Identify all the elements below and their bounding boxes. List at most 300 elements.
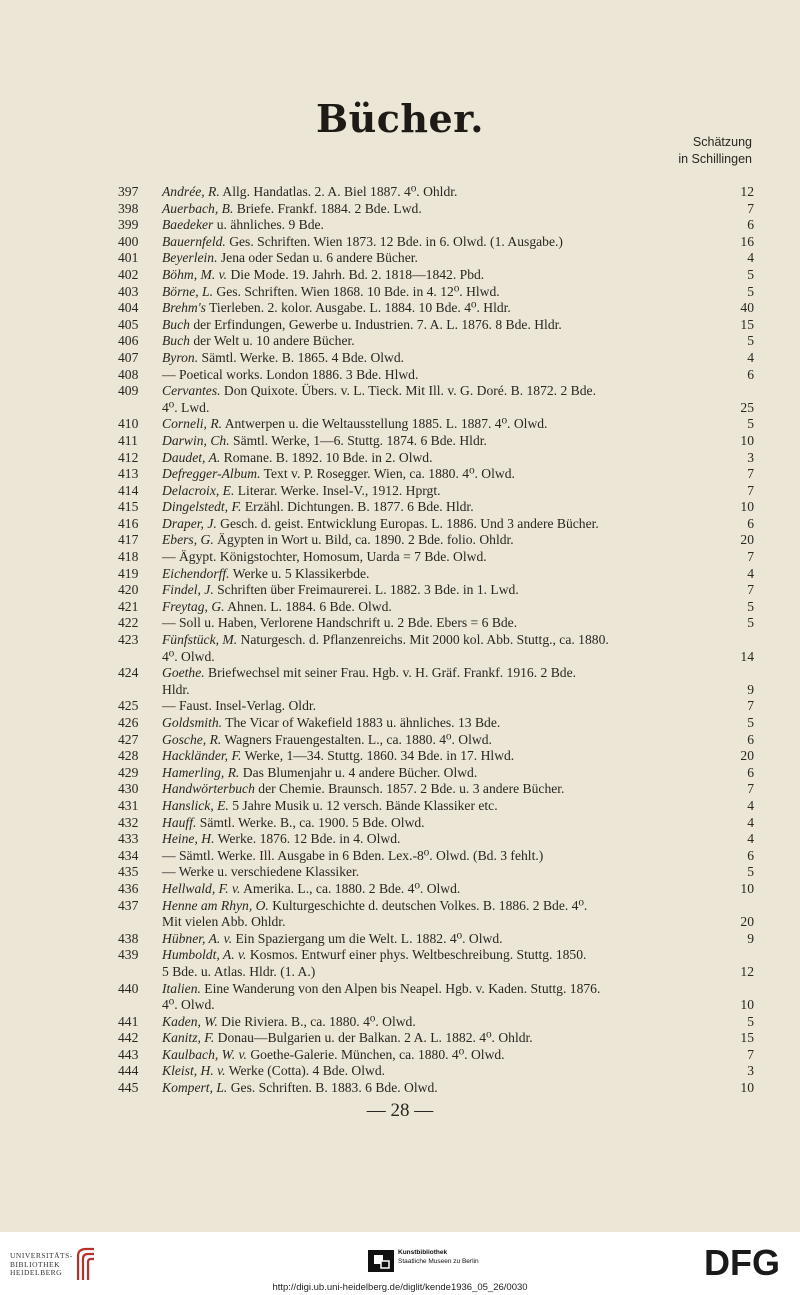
catalog-entry	[118, 615, 754, 632]
entry-value: 20	[740, 748, 754, 764]
entry-line	[118, 483, 754, 500]
entry-text	[162, 1014, 754, 1031]
entry-description: Sämtl. Werke, 1—6. Stuttg. 1874. 6 Bde. Hldr.	[229, 432, 487, 448]
entry-text	[162, 1047, 754, 1064]
catalog-entry	[118, 632, 754, 665]
entry-value: 6	[747, 731, 754, 747]
entry-text	[162, 815, 754, 832]
entry-number: 409	[118, 383, 139, 399]
entry-line	[118, 383, 754, 400]
catalog-entry	[118, 317, 754, 334]
entry-number: 404	[118, 300, 139, 316]
entry-value: 4	[747, 349, 754, 365]
catalog-entry	[118, 765, 754, 782]
entry-author: Buch	[162, 333, 190, 349]
entry-line	[118, 864, 754, 881]
entry-text	[162, 748, 754, 765]
entry-number: 433	[118, 831, 139, 847]
entry-number: 397	[118, 184, 139, 199]
entry-text	[162, 284, 754, 301]
entry-number: 431	[118, 797, 139, 813]
entry-text	[162, 732, 754, 749]
entry-continuation: Mit vielen Abb. Ohldr.	[162, 914, 286, 930]
entry-continuation: 4⁰. Olwd.	[162, 648, 215, 664]
column-header	[678, 134, 752, 168]
entry-number: 410	[118, 416, 139, 432]
entry-text	[162, 300, 754, 317]
catalog-entry	[118, 284, 754, 301]
kb-line-2: Staatliche Museen zu Berlin	[398, 1258, 479, 1265]
entry-value: 7	[747, 200, 754, 216]
entry-value: 10	[740, 1080, 754, 1096]
entry-description: Die Riviera. B., ca. 1880. 4⁰. Olwd.	[217, 1013, 416, 1029]
page-title: Bücher.	[316, 96, 484, 141]
entry-line	[118, 582, 754, 599]
entry-author: Gosche, R.	[162, 731, 222, 747]
entry-number: 401	[118, 250, 139, 266]
entry-continuation: 4⁰. Lwd.	[162, 399, 210, 415]
entry-author: Cervantes.	[162, 383, 221, 399]
entry-number: 419	[118, 565, 139, 581]
entry-description: Sämtl. Werke. B. 1865. 4 Bde. Olwd.	[198, 349, 405, 365]
entry-description: Wagners Frauengestalten. L., ca. 1880. 4⁰. Olwd.	[221, 731, 492, 747]
entry-value: 5	[747, 333, 754, 349]
entry-value: 3	[747, 449, 754, 465]
entry-line	[118, 1063, 754, 1080]
entry-number: 417	[118, 532, 139, 548]
entry-continuation: 4⁰. Olwd.	[162, 997, 215, 1013]
entry-number: 443	[118, 1046, 139, 1062]
entry-value: 7	[747, 698, 754, 714]
entry-author: Delacroix, E.	[162, 482, 235, 498]
entry-line	[118, 765, 754, 782]
entry-description: — Soll u. Haben, Verlorene Handschrift u. 2 Bde. Ebers = 6 Bde.	[162, 615, 518, 631]
entry-line	[118, 201, 754, 218]
entry-text	[162, 781, 754, 798]
entry-description: Tierleben. 2. kolor. Ausgabe. L. 1884. 10 Bde. 4⁰. Hldr.	[205, 300, 511, 316]
entry-author: Ebers, G.	[162, 532, 214, 548]
catalog-entry	[118, 582, 754, 599]
entry-author: Heine, H.	[162, 831, 215, 847]
entry-number: 444	[118, 1063, 139, 1079]
entry-line	[118, 367, 754, 384]
catalog-entry	[118, 499, 754, 516]
entry-description: Don Quixote. Übers. v. L. Tieck. Mit Ill. v. G. Doré. B. 1872. 2 Bde.	[220, 383, 596, 399]
entry-line	[118, 549, 754, 566]
entry-text	[162, 566, 754, 583]
entry-number: 416	[118, 515, 139, 531]
entry-line	[118, 184, 754, 201]
entry-line	[118, 217, 754, 234]
entry-description: Literar. Werke. Insel-V., 1912. Hprgt.	[234, 482, 441, 498]
entry-text	[162, 234, 754, 251]
entry-author: Draper, J.	[162, 515, 217, 531]
entry-author: Buch	[162, 316, 190, 332]
catalog-entry	[118, 367, 754, 384]
entry-description: — Werke u. verschiedene Klassiker.	[162, 864, 360, 880]
footer-bar	[0, 1232, 800, 1295]
entry-line	[118, 698, 754, 715]
entry-text	[162, 698, 754, 715]
entry-description: Ges. Schriften. Wien 1873. 12 Bde. in 6. Olwd. (1. Ausgabe.)	[225, 233, 563, 249]
entry-line	[118, 798, 754, 815]
entry-number: 420	[118, 582, 139, 598]
entry-line	[118, 981, 754, 998]
entry-description: Ahnen. L. 1884. 6 Bde. Olwd.	[224, 598, 392, 614]
entry-author: Auerbach, B.	[162, 200, 234, 216]
entry-line	[118, 831, 754, 848]
entry-value: 5	[747, 715, 754, 730]
entry-text	[162, 615, 754, 632]
entry-number: 414	[118, 482, 139, 498]
entry-text	[162, 1080, 754, 1097]
entry-text	[162, 499, 754, 516]
catalog-entry	[118, 217, 754, 234]
entry-text	[162, 483, 754, 500]
entry-description: der Welt u. 10 andere Bücher.	[189, 333, 355, 349]
catalog-entry	[118, 947, 754, 980]
entry-text	[162, 333, 754, 350]
entry-text	[162, 317, 754, 334]
entry-text	[162, 947, 754, 964]
entry-description: The Vicar of Wakefield 1883 u. ähnliches. 13 Bde.	[222, 715, 501, 730]
entry-author: Kanitz, F.	[162, 1030, 215, 1046]
entry-line	[118, 516, 754, 533]
entry-number: 415	[118, 499, 139, 515]
entry-number: 436	[118, 880, 139, 896]
entry-author: Andrée, R.	[162, 184, 220, 199]
catalog-entry	[118, 350, 754, 367]
entry-line	[118, 532, 754, 549]
page-number: — 28 —	[366, 1100, 434, 1121]
entry-description: Naturgesch. d. Pflanzenreichs. Mit 2000 kol. Abb. Stuttg., ca. 1880.	[237, 632, 609, 648]
entry-number: 438	[118, 930, 139, 946]
entry-author: Kaulbach, W. v.	[162, 1046, 247, 1062]
entry-description: 5 Jahre Musik u. 12 versch. Bände Klassiker etc.	[228, 797, 498, 813]
entry-value: 14	[740, 648, 754, 664]
entry-author: Brehm's	[162, 300, 206, 316]
entry-line	[118, 450, 754, 467]
catalog-entry	[118, 532, 754, 549]
entry-number: 407	[118, 349, 139, 365]
entry-value: 7	[747, 1046, 754, 1062]
entry-value: 9	[747, 681, 754, 697]
entry-line	[118, 433, 754, 450]
catalog-entry	[118, 864, 754, 881]
entry-value: 4	[747, 831, 754, 847]
catalog-entry	[118, 201, 754, 218]
entry-author: Darwin, Ch.	[162, 432, 230, 448]
entry-description: Werke, 1—34. Stuttg. 1860. 34 Bde. in 17. Hlwd.	[241, 748, 515, 764]
entry-text	[162, 350, 754, 367]
entry-number: 399	[118, 217, 139, 233]
entry-number: 426	[118, 715, 139, 730]
entry-text	[162, 433, 754, 450]
entry-number: 424	[118, 665, 139, 681]
catalog-entry	[118, 566, 754, 583]
catalog-entry	[118, 698, 754, 715]
entry-description: Gesch. d. geist. Entwicklung Europas. L. 1886. Und 3 andere Bücher.	[216, 515, 599, 531]
entry-value: 4	[747, 250, 754, 266]
entry-line-continued	[118, 400, 754, 417]
entry-description: Romane. B. 1892. 10 Bde. in 2. Olwd.	[220, 449, 433, 465]
entry-number: 435	[118, 864, 139, 880]
entry-description: Werke (Cotta). 4 Bde. Olwd.	[225, 1063, 386, 1079]
entry-text	[162, 532, 754, 549]
entry-number: 428	[118, 748, 139, 764]
entry-description: Donau—Bulgarien u. der Balkan. 2 A. L. 1882. 4⁰. Ohldr.	[214, 1030, 533, 1046]
entry-value: 10	[740, 499, 754, 515]
entry-number: 398	[118, 200, 139, 216]
entry-value: 10	[740, 432, 754, 448]
entry-text	[162, 367, 754, 384]
entry-text	[162, 864, 754, 881]
catalog-entry	[118, 798, 754, 815]
entry-value: 7	[747, 582, 754, 598]
entry-text	[162, 450, 754, 467]
entry-author: Böhm, M. v.	[162, 266, 228, 282]
entry-description: Erzähl. Dichtungen. B. 1877. 6 Bde. Hldr.	[241, 499, 474, 515]
entry-text	[162, 217, 754, 234]
entry-description: Schriften über Freimaurerei. L. 1882. 3 Bde. in 1. Lwd.	[213, 582, 519, 598]
entry-author: Kleist, H. v.	[162, 1063, 226, 1079]
catalog-entry	[118, 466, 754, 483]
entry-description: Allg. Handatlas. 2. A. Biel 1887. 4⁰. Ohldr.	[219, 184, 458, 199]
entry-number: 400	[118, 233, 139, 249]
entry-value: 5	[747, 266, 754, 282]
entry-line-continued	[118, 964, 754, 981]
entry-line	[118, 632, 754, 649]
entry-number: 413	[118, 466, 139, 482]
entry-line	[118, 1080, 754, 1097]
entry-number: 427	[118, 731, 139, 747]
entry-author: Italien.	[162, 980, 201, 996]
entry-description: Die Mode. 19. Jahrh. Bd. 2. 1818—1842. Pbd.	[227, 266, 485, 282]
entry-author: Hanslick, E.	[162, 797, 229, 813]
entry-value: 6	[747, 515, 754, 531]
entry-value: 25	[740, 399, 754, 415]
entry-text	[162, 1030, 754, 1047]
university-library-label	[10, 1252, 73, 1278]
entry-line	[118, 466, 754, 483]
entry-number: 403	[118, 283, 139, 299]
entry-line	[118, 898, 754, 915]
entry-description: Amerika. L., ca. 1880. 2 Bde. 4⁰. Olwd.	[240, 880, 461, 896]
entry-author: Corneli, R.	[162, 416, 223, 432]
entry-description: Ägypten in Wort u. Bild, ca. 1890. 2 Bde. folio. Ohldr.	[213, 532, 514, 548]
entry-author: Goethe.	[162, 665, 205, 681]
entry-number: 421	[118, 598, 139, 614]
entry-number: 412	[118, 449, 139, 465]
kunstbibliothek-label	[398, 1248, 479, 1266]
entry-value: 4	[747, 814, 754, 830]
entry-author: Bauernfeld.	[162, 233, 226, 249]
entry-author: Hübner, A. v.	[162, 930, 233, 946]
entry-value: 5	[747, 615, 754, 631]
catalog-entry	[118, 549, 754, 566]
entry-text	[162, 931, 754, 948]
catalog-entry	[118, 1014, 754, 1031]
entry-text	[162, 898, 754, 915]
entry-author: Freytag, G.	[162, 598, 225, 614]
uni-line-3: HEIDELBERG	[10, 1268, 63, 1278]
entry-line	[118, 416, 754, 433]
entry-line	[118, 732, 754, 749]
entry-number: 445	[118, 1080, 139, 1096]
entry-author: Handwörterbuch	[162, 781, 255, 797]
entry-value: 6	[747, 847, 754, 863]
entry-description: Sämtl. Werke. B., ca. 1900. 5 Bde. Olwd.	[196, 814, 425, 830]
entry-description: Ein Spaziergang um die Welt. L. 1882. 4⁰. Olwd.	[232, 930, 503, 946]
entry-author: Kaden, W.	[162, 1013, 218, 1029]
entry-value: 20	[740, 532, 754, 548]
catalog-entry	[118, 931, 754, 948]
entry-description: Werke u. 5 Klassikerbde.	[229, 565, 370, 581]
entry-value: 4	[747, 565, 754, 581]
entry-description: Briefwechsel mit seiner Frau. Hgb. v. H. Gräf. Frankf. 1916. 2 Bde.	[204, 665, 577, 681]
entry-text	[162, 831, 754, 848]
entry-author: Eichendorff.	[162, 565, 230, 581]
uni-line-2: BIBLIOTHEK	[10, 1259, 60, 1269]
entry-description: — Ägypt. Königstochter, Homosum, Uarda = 7 Bde. Olwd.	[162, 549, 487, 565]
entry-text	[162, 582, 754, 599]
entry-line	[118, 499, 754, 516]
dfg-logo-text: DFG	[704, 1244, 780, 1280]
entry-line	[118, 267, 754, 284]
entry-line	[118, 615, 754, 632]
entry-text	[162, 184, 754, 201]
entry-number: 402	[118, 266, 139, 282]
entry-line	[118, 599, 754, 616]
catalog-entry	[118, 898, 754, 931]
entry-line	[118, 566, 754, 583]
entry-description: Briefe. Frankf. 1884. 2 Bde. Lwd.	[233, 200, 422, 216]
entry-number: 430	[118, 781, 139, 797]
entry-value: 12	[740, 184, 754, 199]
entry-line-continued	[118, 914, 754, 931]
entry-text	[162, 632, 754, 649]
entry-text	[162, 549, 754, 566]
entry-value: 9	[747, 930, 754, 946]
entry-continuation: 5 Bde. u. Atlas. Hldr. (1. A.)	[162, 963, 316, 979]
entry-line	[118, 665, 754, 682]
entry-line	[118, 947, 754, 964]
entry-text	[162, 267, 754, 284]
uni-line-1: UNIVERSITÄTS-	[10, 1251, 73, 1260]
entry-value: 15	[740, 1030, 754, 1046]
entry-number: 408	[118, 366, 139, 382]
entry-description: Text v. P. Rosegger. Wien, ca. 1880. 4⁰. Olwd.	[260, 466, 515, 482]
catalog-entry	[118, 599, 754, 616]
entry-author: Findel, J.	[162, 582, 214, 598]
entry-author: Beyerlein.	[162, 250, 218, 266]
entry-value: 20	[740, 914, 754, 930]
entry-line	[118, 748, 754, 765]
entry-text	[162, 715, 754, 732]
entry-number: 440	[118, 980, 139, 996]
entry-value: 3	[747, 1063, 754, 1079]
entry-number: 441	[118, 1013, 139, 1029]
entry-description: Das Blumenjahr u. 4 andere Bücher. Olwd.	[239, 764, 478, 780]
entry-value: 6	[747, 366, 754, 382]
entry-value: 7	[747, 549, 754, 565]
entry-line	[118, 1047, 754, 1064]
entry-value: 10	[740, 997, 754, 1013]
entry-author: Byron.	[162, 349, 199, 365]
catalog-entry	[118, 416, 754, 433]
header-line-2: in Schillingen	[678, 152, 752, 166]
entry-value: 5	[747, 1013, 754, 1029]
entry-text	[162, 516, 754, 533]
catalog-entry	[118, 1030, 754, 1047]
entry-number: 422	[118, 615, 139, 631]
entry-line	[118, 333, 754, 350]
entry-line	[118, 781, 754, 798]
entry-value: 7	[747, 466, 754, 482]
catalog-entry	[118, 333, 754, 350]
catalog-entry	[118, 748, 754, 765]
entry-text	[162, 466, 754, 483]
entry-text	[162, 599, 754, 616]
entry-text	[162, 765, 754, 782]
catalog-entry	[118, 234, 754, 251]
entry-number: 406	[118, 333, 139, 349]
catalog-entry	[118, 848, 754, 865]
entry-line	[118, 1030, 754, 1047]
entry-text	[162, 981, 754, 998]
entry-value: 40	[740, 300, 754, 316]
entry-number: 418	[118, 549, 139, 565]
header-line-1: Schätzung	[692, 135, 752, 149]
entry-text	[162, 848, 754, 865]
catalog-entry	[118, 250, 754, 267]
entry-description: der Chemie. Braunsch. 1857. 2 Bde. u. 3 andere Bücher.	[254, 781, 565, 797]
entry-value: 4	[747, 797, 754, 813]
entry-author: Hamerling, R.	[162, 764, 240, 780]
catalog-entry	[118, 831, 754, 848]
entry-number: 411	[118, 432, 138, 448]
catalog-entry	[118, 1063, 754, 1080]
entry-text	[162, 201, 754, 218]
entry-description: der Erfindungen, Gewerbe u. Industrien. 7. A. L. 1876. 8 Bde. Hldr.	[189, 316, 562, 332]
entry-text	[162, 250, 754, 267]
entry-author: Fünfstück, M.	[162, 632, 238, 648]
entry-number: 434	[118, 847, 139, 863]
entry-list	[118, 184, 754, 1097]
entry-value: 5	[747, 416, 754, 432]
catalog-entry	[118, 732, 754, 749]
entry-description: — Poetical works. London 1886. 3 Bde. Hlwd.	[162, 366, 419, 382]
entry-number: 442	[118, 1030, 139, 1046]
entry-description: Ges. Schriften. B. 1883. 6 Bde. Olwd.	[227, 1080, 438, 1096]
entry-author: Daudet, A.	[162, 449, 221, 465]
dfg-logo	[704, 1244, 788, 1280]
entry-number: 405	[118, 316, 139, 332]
entry-author: Hackländer, F.	[162, 748, 242, 764]
entry-text	[162, 665, 754, 682]
entry-line-continued	[118, 682, 754, 699]
entry-author: Hellwald, F. v.	[162, 880, 241, 896]
entry-number: 432	[118, 814, 139, 830]
source-url[interactable]: http://digi.ub.uni-heidelberg.de/diglit/kende1936_05_26/0030	[272, 1282, 528, 1293]
entry-value: 7	[747, 781, 754, 797]
entry-text	[162, 416, 754, 433]
entry-description: Kosmos. Entwurf einer phys. Weltbeschreibung. Stuttg. 1850.	[246, 947, 587, 963]
entry-line	[118, 715, 754, 732]
catalog-entry	[118, 981, 754, 1014]
entry-line	[118, 300, 754, 317]
entry-text	[162, 881, 754, 898]
